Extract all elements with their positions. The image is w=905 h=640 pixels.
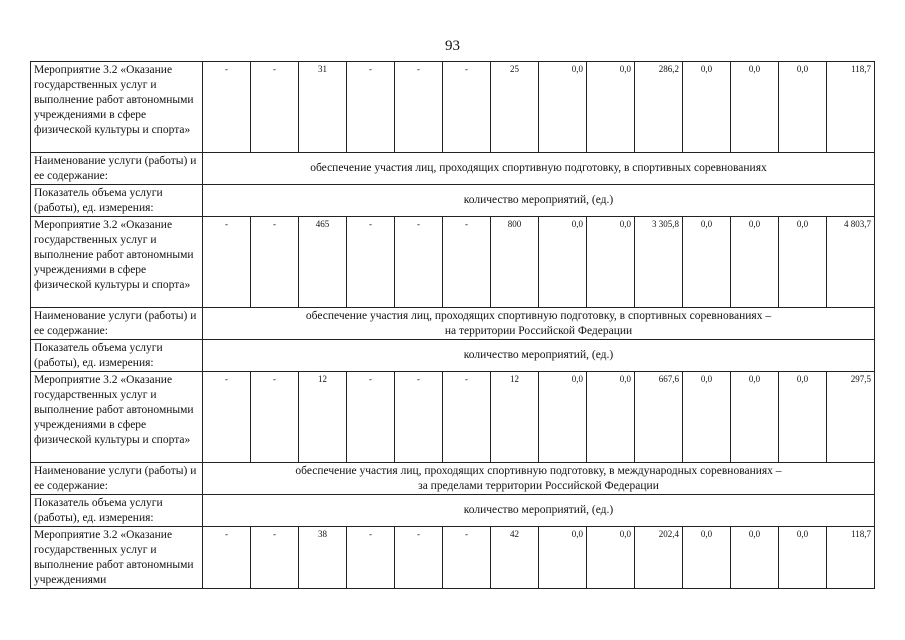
service-label: Наименование услуги (работы) и ее содержание: — [31, 153, 203, 185]
value-cell: - — [347, 217, 395, 308]
value-cell: - — [203, 217, 251, 308]
value-cell: - — [443, 527, 491, 589]
value-cell: - — [203, 62, 251, 153]
value-cell: 118,7 — [827, 527, 875, 589]
value-cell: 465 — [299, 217, 347, 308]
indicator-text-line: количество мероприятий, (ед.) — [463, 194, 614, 206]
value-cell: - — [203, 527, 251, 589]
value-cell: 297,5 — [827, 372, 875, 463]
value-cell: 0,0 — [683, 217, 731, 308]
value-cell: 800 — [491, 217, 539, 308]
indicator-value — [203, 185, 875, 217]
activity-row — [31, 527, 875, 589]
indicator-label: Показатель объема услуги (работы), ед. измерения: — [31, 340, 203, 372]
value-cell: 0,0 — [779, 372, 827, 463]
value-cell: - — [251, 527, 299, 589]
service-value — [203, 308, 875, 340]
indicator-row — [31, 185, 875, 217]
value-cell: 31 — [299, 62, 347, 153]
value-cell: 0,0 — [539, 372, 587, 463]
service-text-line: обеспечение участия лиц, проходящих спортивную подготовку, в международных соревнованиях – — [295, 464, 782, 477]
value-cell: 0,0 — [587, 372, 635, 463]
service-text-line: обеспечение участия лиц, проходящих спортивную подготовку, в спортивных соревнованиях – — [305, 309, 772, 322]
value-cell: - — [347, 62, 395, 153]
value-cell: 25 — [491, 62, 539, 153]
service-value — [203, 153, 875, 185]
value-cell: 286,2 — [635, 62, 683, 153]
value-cell: 0,0 — [731, 372, 779, 463]
indicator-label: Показатель объема услуги (работы), ед. измерения: — [31, 185, 203, 217]
value-cell: 0,0 — [731, 62, 779, 153]
value-cell: 0,0 — [731, 217, 779, 308]
value-cell: 0,0 — [587, 217, 635, 308]
value-cell: 0,0 — [779, 62, 827, 153]
activity-label: Мероприятие 3.2 «Оказание государственных услуг и выполнение работ автономными учреждениями в сфере физической культуры и спорта» — [31, 372, 203, 463]
value-cell: 0,0 — [587, 527, 635, 589]
value-cell: 38 — [299, 527, 347, 589]
value-cell: - — [395, 527, 443, 589]
value-cell: - — [251, 62, 299, 153]
table-body — [31, 62, 875, 589]
value-cell: - — [443, 62, 491, 153]
value-cell: - — [395, 372, 443, 463]
value-cell: - — [347, 372, 395, 463]
activity-label: Мероприятие 3.2 «Оказание государственных услуг и выполнение работ автономными учреждениями — [31, 527, 203, 589]
activity-label: Мероприятие 3.2 «Оказание государственных услуг и выполнение работ автономными учреждениями в сфере физической культуры и спорта» — [31, 62, 203, 153]
value-cell: 12 — [299, 372, 347, 463]
value-cell: 0,0 — [683, 372, 731, 463]
value-cell: - — [443, 217, 491, 308]
indicator-row — [31, 340, 875, 372]
value-cell: 0,0 — [779, 527, 827, 589]
service-text-line: за пределами территории Российской Федерации — [418, 479, 659, 492]
page-number: 93 — [445, 38, 460, 54]
value-cell: 0,0 — [779, 217, 827, 308]
service-value — [203, 463, 875, 495]
value-cell: 3 305,8 — [635, 217, 683, 308]
service-label: Наименование услуги (работы) и ее содержание: — [31, 463, 203, 495]
value-cell: 0,0 — [683, 527, 731, 589]
value-cell: 4 803,7 — [827, 217, 875, 308]
indicator-text-line: количество мероприятий, (ед.) — [463, 504, 614, 516]
value-cell: 0,0 — [731, 527, 779, 589]
value-cell: 0,0 — [683, 62, 731, 153]
value-cell: - — [443, 372, 491, 463]
activity-label: Мероприятие 3.2 «Оказание государственных услуг и выполнение работ автономными учреждениями в сфере физической культуры и спорта» — [31, 217, 203, 308]
activity-row — [31, 217, 875, 308]
indicator-row — [31, 495, 875, 527]
service-row — [31, 308, 875, 340]
value-cell: 0,0 — [539, 62, 587, 153]
value-cell: 202,4 — [635, 527, 683, 589]
value-cell: 0,0 — [539, 217, 587, 308]
value-cell: 0,0 — [587, 62, 635, 153]
service-row — [31, 463, 875, 495]
value-cell: - — [395, 217, 443, 308]
activity-row — [31, 372, 875, 463]
indicator-label: Показатель объема услуги (работы), ед. измерения: — [31, 495, 203, 527]
service-text-line: обеспечение участия лиц, проходящих спортивную подготовку, в спортивных соревнованиях — [310, 162, 767, 174]
value-cell: - — [203, 372, 251, 463]
value-cell: 12 — [491, 372, 539, 463]
value-cell: - — [395, 62, 443, 153]
value-cell: 0,0 — [539, 527, 587, 589]
value-cell: 667,6 — [635, 372, 683, 463]
value-cell: - — [347, 527, 395, 589]
indicator-text-line: количество мероприятий, (ед.) — [463, 349, 614, 361]
budget-table — [30, 61, 875, 589]
value-cell: 118,7 — [827, 62, 875, 153]
service-text-line: на территории Российской Федерации — [444, 324, 633, 337]
activity-row — [31, 62, 875, 153]
value-cell: 42 — [491, 527, 539, 589]
indicator-value — [203, 340, 875, 372]
service-label: Наименование услуги (работы) и ее содержание: — [31, 308, 203, 340]
service-row — [31, 153, 875, 185]
value-cell: - — [251, 372, 299, 463]
value-cell: - — [251, 217, 299, 308]
indicator-value — [203, 495, 875, 527]
